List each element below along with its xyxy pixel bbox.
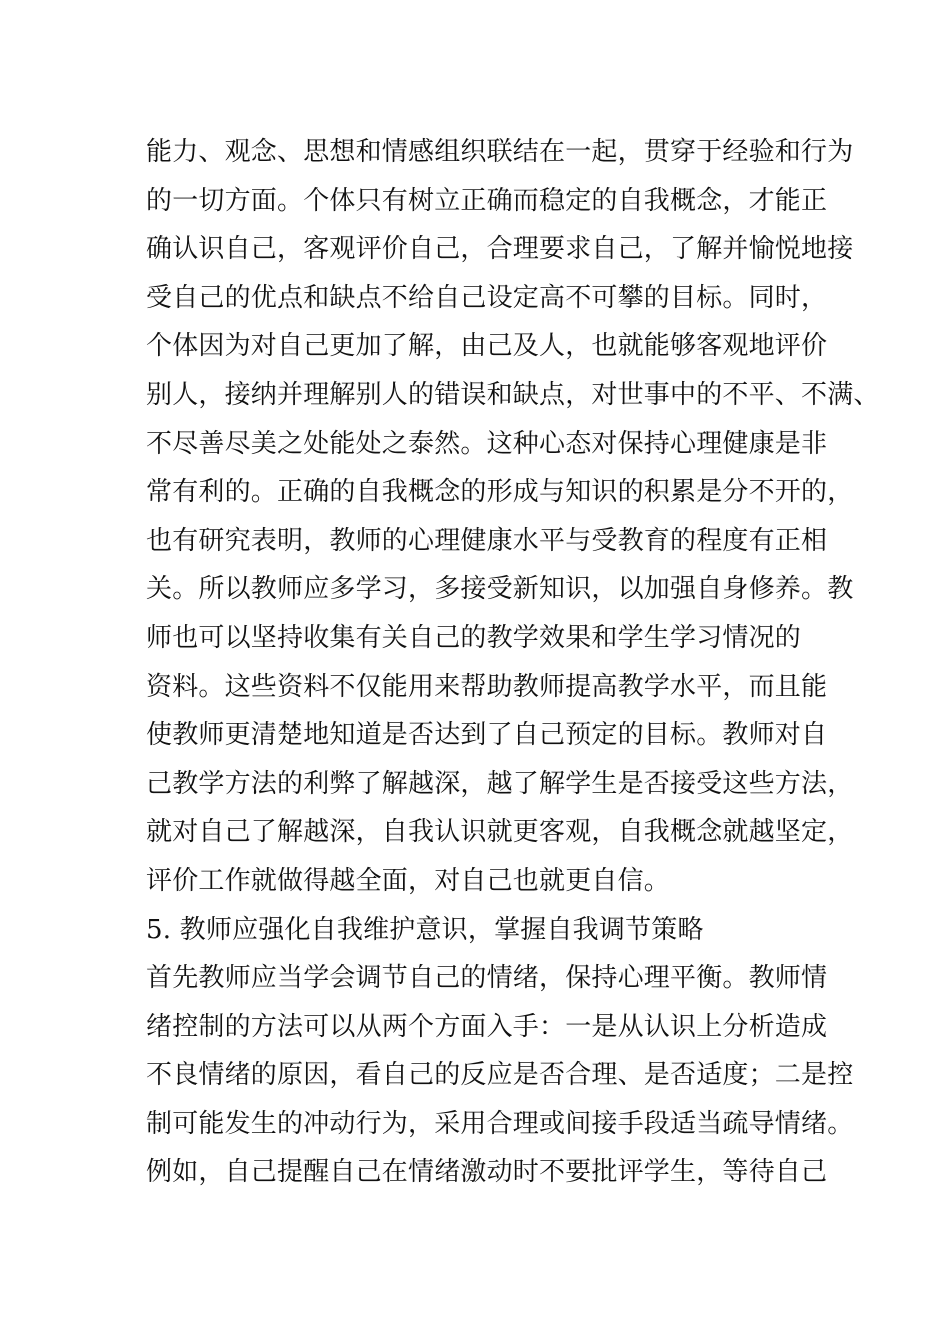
text-line: 受自己的优点和缺点不给自己设定高不可攀的目标。同时， [146,282,828,313]
text-line: 首先教师应当学会调节自己的情绪，保持心理平衡。教师情 [146,963,828,994]
section-heading: 5. 教师应强化自我维护意识，掌握自我调节策略 [146,914,704,945]
body-text [146,128,880,1197]
text-line: 能力、观念、思想和情感组织联结在一起，贯穿于经验和行为 [146,137,854,167]
text-line: 师也可以坚持收集有关自己的教学效果和学生学习情况的 [146,622,802,653]
text-line: 评价工作就做得越全面，对自己也就更自信。 [146,865,671,896]
text-line: 个体因为对自己更加了解，由己及人，也就能够客观地评价 [146,331,828,362]
text-line: 也有研究表明，教师的心理健康水平与受教育的程度有正相 [146,525,828,556]
text-line: 资料。这些资料不仅能用来帮助教师提高教学水平，而且能 [146,671,828,702]
text-line: 确认识自己，客观评价自己，合理要求自己，了解并愉悦地接 [146,234,854,265]
text-line: 己教学方法的利弊了解越深，越了解学生是否接受这些方法， [146,768,854,799]
text-line: 的一切方面。个体只有树立正确而稳定的自我概念，才能正 [146,185,828,216]
text-line: 制可能发生的冲动行为，采用合理或间接手段适当疏导情绪。 [146,1108,854,1139]
text-line: 绪控制的方法可以从两个方面入手：一是从认识上分析造成 [146,1011,828,1042]
text-line: 例如，自己提醒自己在情绪激动时不要批评学生，等待自己 [146,1157,828,1188]
text-line: 常有利的。正确的自我概念的形成与知识的积累是分不开的， [146,477,854,508]
text-line: 不良情绪的原因，看自己的反应是否合理、是否适度；二是控 [146,1060,854,1091]
text-line: 使教师更清楚地知道是否达到了自己预定的目标。教师对自 [146,720,828,751]
text-line: 不尽善尽美之处能处之泰然。这种心态对保持心理健康是非 [146,428,828,459]
text-line: 关。所以教师应多学习，多接受新知识，以加强自身修养。教 [146,574,854,605]
text-line: 别人，接纳并理解别人的错误和缺点，对世事中的不平、不满、 [146,379,880,410]
text-line: 就对自己了解越深，自我认识就更客观，自我概念就越坚定， [146,817,854,848]
